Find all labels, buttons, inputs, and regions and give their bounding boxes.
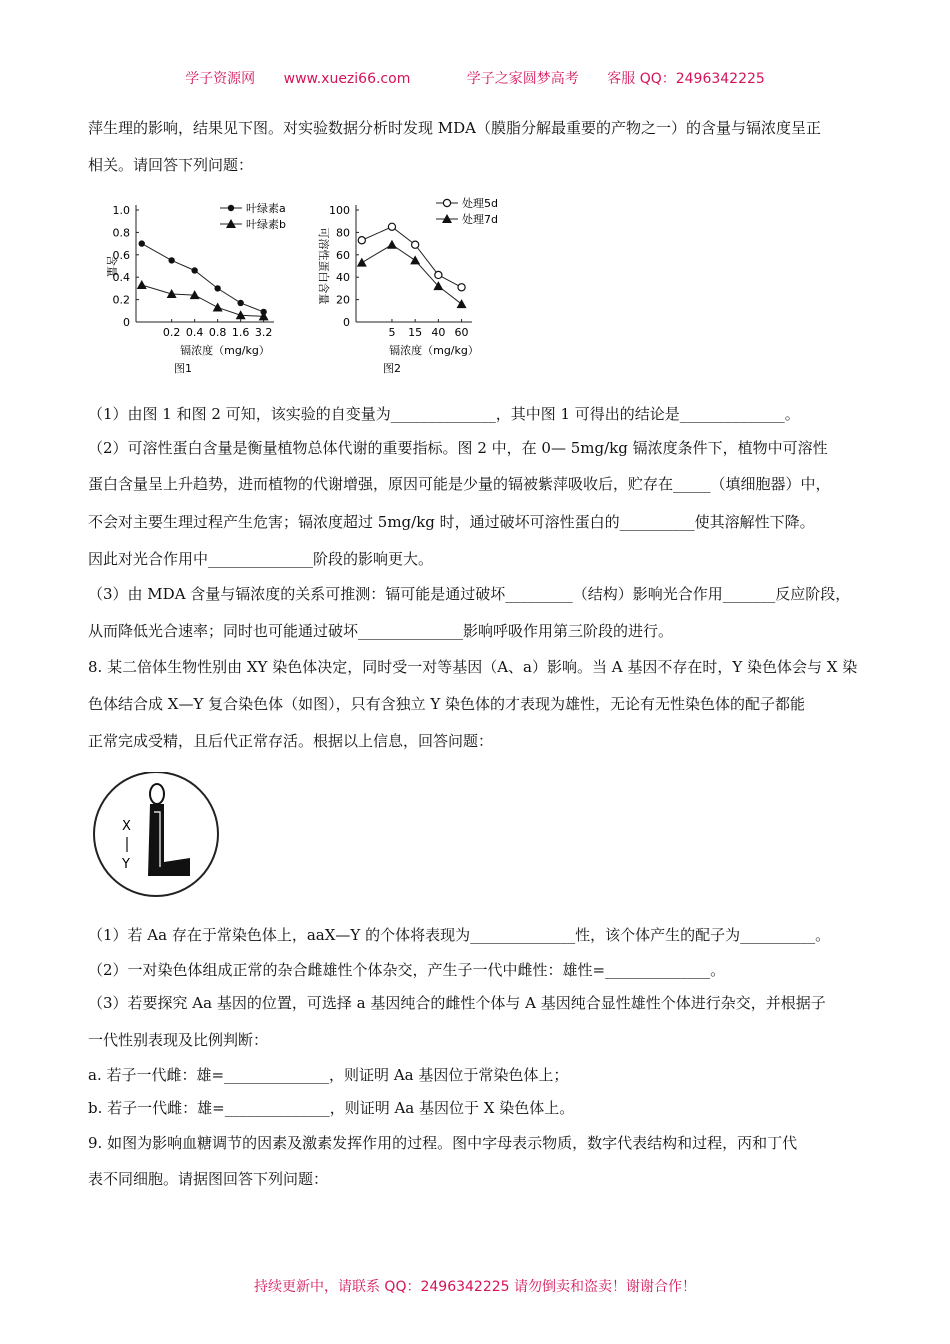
x-tick-label: 15	[408, 326, 423, 339]
data-point-s1	[237, 300, 243, 306]
fig-label-y: Y	[122, 857, 130, 872]
data-point-s2	[457, 299, 467, 308]
y-axis-label: 含量	[105, 255, 118, 277]
intro-line2: 相关。请回答下列问题：	[88, 156, 254, 174]
legend-label-1: 叶绿素a	[246, 202, 286, 215]
y-tick-label: 60	[336, 248, 350, 262]
figure2-chart	[300, 192, 530, 382]
q9-stem-line1: 9. 如图为影响血糖调节的因素及激素发挥作用的过程。图中字母表示物质，数字代表结构和过程，丙和丁代	[88, 1134, 798, 1152]
header-site: 学子资源网	[185, 71, 256, 87]
y-tick-label: 40	[336, 271, 350, 285]
series-line-1	[142, 244, 264, 312]
header-service: 客服 QQ：2496342225	[607, 71, 765, 87]
legend-label-2: 处理7d	[462, 213, 498, 226]
data-point-s1	[191, 267, 197, 273]
y-tick-label: 1.0	[112, 204, 130, 217]
q8-stem-line1: 8. 某二倍体生物性别由 XY 染色体决定，同时受一对等基因（A、a）影响。当 A 基因不存在时，Y 染色体会与 X 染	[88, 658, 858, 676]
q7-part2-line3: 不会对主要生理过程产生危害；镉浓度超过 5mg/kg 时，通过破坏可溶性蛋白的__________使其溶解性下降。	[88, 513, 815, 531]
x-tick-label: 0.4	[185, 326, 204, 339]
x-tick-label: 1.6	[231, 326, 250, 339]
data-point-s2	[137, 280, 147, 289]
chromosome-head	[150, 784, 164, 804]
series-line-2	[362, 245, 462, 304]
y-axis-label: 可溶性蛋白含量	[317, 227, 330, 305]
data-point-s1	[388, 223, 395, 230]
q7-part1: （1）由图 1 和图 2 可知，该实验的自变量为______________，其中图 1 可得出的结论是______________。	[88, 405, 800, 423]
q7-part3-line1: （3）由 MDA 含量与镉浓度的关系可推测：镉可能是通过破坏_________（结构）影响光合作用_______反应阶段，	[88, 585, 851, 603]
page-footer: 持续更新中，请联系 QQ：2496342225 请勿倒卖和盗卖！谢谢合作！	[253, 1279, 696, 1295]
y-tick-label: 100	[329, 204, 350, 217]
y-tick-label: 0	[123, 316, 130, 329]
q7-part2-line2: 蛋白含量呈上升趋势，进而植物的代谢增强，原因可能是少量的镉被紫萍吸收后，贮存在_____（填细胞器）中，	[88, 475, 831, 493]
q7-part3-line2: 从而降低光合速率；同时也可能通过破坏______________影响呼吸作用第三阶段的进行。	[88, 622, 674, 640]
header-slogan: 学子之家圆梦高考	[466, 71, 579, 87]
y-tick-label: 0.2	[112, 293, 130, 307]
data-point-s1	[168, 257, 174, 263]
x-tick-label: 40	[431, 326, 446, 339]
fig-label-x: X	[122, 819, 131, 834]
data-point-s1	[358, 237, 365, 244]
y-tick-label: 20	[336, 293, 350, 307]
data-point-s2	[357, 258, 367, 267]
q8-part1: （1）若 Aa 存在于常染色体上，aaX—Y 的个体将表现为______________性，该个体产生的配子为__________。	[88, 926, 831, 944]
x-tick-label: 0.2	[162, 326, 181, 339]
x-axis-label: 镉浓度（mg/kg）	[180, 344, 270, 357]
q8-option-a: a. 若子一代雌：雄=______________，则证明 Aa 基因位于常染色体上；	[88, 1066, 569, 1084]
x-axis-label: 镉浓度（mg/kg）	[389, 344, 479, 357]
data-point-s1	[214, 285, 220, 291]
data-point-s2	[167, 289, 177, 298]
q8-part2: （2）一对染色体组成正常的杂合雌雄性个体杂交，产生子一代中雌性：雄性=______________。	[88, 961, 726, 979]
page-header	[0, 68, 950, 88]
data-point-s2	[213, 302, 223, 311]
y-tick-label: 0.8	[112, 226, 130, 240]
chromosome-figure	[90, 772, 225, 897]
figure-label: 图2	[383, 362, 401, 375]
q8-part3-line2: 一代性别表现及比例判断：	[88, 1031, 269, 1049]
q8-stem-line3: 正常完成受精，且后代正常存活。根据以上信息，回答问题：	[88, 732, 494, 750]
data-point-s2	[387, 240, 397, 249]
y-tick-label: 0.6	[112, 248, 130, 262]
x-tick-label: 5	[388, 326, 396, 339]
x-tick-label: 0.8	[208, 326, 227, 339]
data-point-s1	[458, 284, 465, 291]
legend-label-2: 叶绿素b	[246, 218, 286, 231]
header-url[interactable]: www.xuezi66.com	[283, 71, 411, 87]
legend-marker-1	[443, 199, 450, 206]
series-line-2	[142, 285, 264, 316]
data-point-s1	[435, 271, 442, 278]
x-tick-label: 3.2	[254, 326, 273, 339]
q8-stem-line2: 色体结合成 X—Y 复合染色体（如图），只有含独立 Y 染色体的才表现为雄性，无论有无性染色体的配子都能	[88, 695, 806, 713]
q7-part2-line4: 因此对光合作用中______________阶段的影响更大。	[88, 550, 434, 568]
legend-label-1: 处理5d	[462, 197, 498, 210]
y-tick-label: 80	[336, 226, 350, 240]
intro-line1: 萍生理的影响，结果见下图。对实验数据分析时发现 MDA（膜脂分解最重要的产物之一）的含量与镉浓度呈正	[88, 119, 821, 137]
data-point-s1	[412, 241, 419, 248]
data-point-s2	[236, 310, 246, 319]
data-point-s2	[410, 255, 420, 264]
y-tick-label: 0.4	[112, 271, 130, 285]
q8-part3-line1: （3）若要探究 Aa 基因的位置，可选择 a 基因纯合的雌性个体与 A 基因纯合显性雄性个体进行杂交，并根据子	[88, 994, 826, 1012]
xy-compound-chromosome	[148, 804, 190, 876]
figure-label: 图1	[174, 362, 192, 375]
series-line-1	[362, 227, 462, 287]
legend-marker-1	[228, 205, 234, 211]
y-tick-label: 0	[343, 316, 350, 329]
data-point-s1	[139, 240, 145, 246]
figure1-chart	[100, 192, 330, 382]
q7-part2-line1: （2）可溶性蛋白含量是衡量植物总体代谢的重要指标。图 2 中，在 0— 5mg/kg 镉浓度条件下，植物中可溶性	[88, 439, 828, 457]
q9-stem-line2: 表不同细胞。请据图回答下列问题：	[88, 1170, 329, 1188]
x-tick-label: 60	[454, 326, 469, 339]
q8-option-b: b. 若子一代雌：雄=______________，则证明 Aa 基因位于 X 染色体上。	[88, 1099, 575, 1117]
